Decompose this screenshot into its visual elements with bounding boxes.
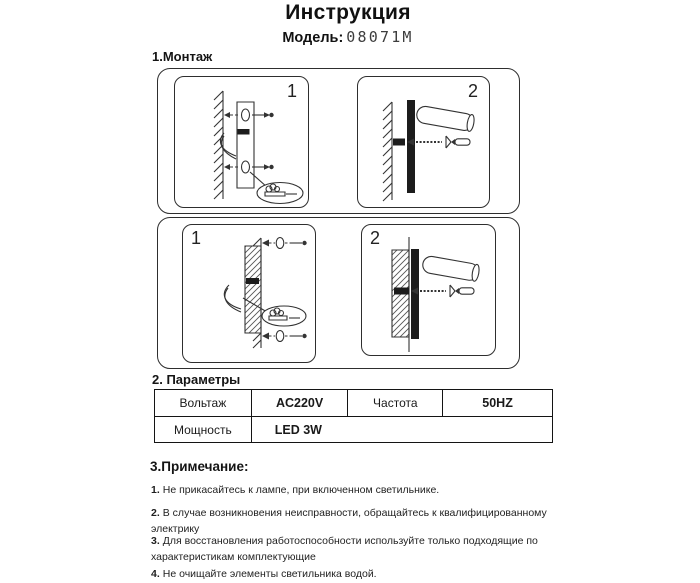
step-number: 1: [286, 81, 297, 101]
mounting-plate: [237, 102, 254, 188]
table-row: [155, 390, 553, 417]
montage-diagram-group-a: [157, 68, 520, 214]
note-number: 4.: [151, 568, 160, 580]
bracket-mount-diagram: [183, 225, 315, 362]
diagram-panel-lamp-attach: [361, 224, 496, 356]
param-value-power: LED 3W: [251, 417, 552, 443]
note-text: Не прикасайтесь к лампе, при включенном светильнике.: [162, 484, 440, 496]
lamp-attach-diagram: [362, 225, 495, 355]
note-text: Не очищайте элементы светильника водой.: [162, 568, 377, 580]
param-label-power: Мощность: [155, 417, 252, 443]
param-label-frequency: Частота: [348, 390, 443, 417]
lamp-tube: [415, 105, 475, 132]
keyhole-slot-bottom: [242, 161, 250, 173]
montage-diagram-group-b: [157, 217, 520, 369]
param-label-voltage: Вольтаж: [155, 390, 252, 417]
diagram-panel-bracket-install: [174, 76, 309, 208]
mounted-bracket-bar: [407, 100, 415, 193]
notes-section-heading: 3.Примечание:: [150, 459, 249, 474]
model-number: 08071M: [346, 28, 414, 46]
model-row: [0, 28, 696, 46]
note-number: 1.: [151, 484, 160, 496]
screw-icon-top: [262, 238, 307, 249]
table-row: [155, 417, 553, 443]
screw-icon-bottom: [262, 331, 307, 342]
wall-anchor-screw-icon: [393, 136, 470, 148]
parameters-table: [154, 389, 553, 443]
montage-section-heading: 1.Монтаж: [152, 49, 213, 64]
wire-outlet: [246, 278, 259, 284]
note-text: Для восстановления работоспособности используйте только подходящие по характеристикам комплектующие: [151, 535, 538, 563]
note-item-1: [151, 482, 551, 498]
note-text: В случае возникновения неисправности, обращайтесь к квалифицированному электрику: [151, 507, 547, 535]
param-value-voltage: AC220V: [251, 390, 348, 417]
mounting-plate: [245, 246, 261, 333]
page-title: Инструкция: [285, 1, 411, 24]
bracket-mount-diagram: [175, 77, 308, 207]
note-item-4: [151, 566, 551, 582]
lamp-attach-diagram: [358, 77, 489, 207]
wall-hatch: [383, 102, 392, 201]
power-wire: [224, 285, 241, 312]
terminal-detail-magnifier: [250, 172, 303, 204]
diagram-panel-bracket-install: [182, 224, 316, 363]
diagram-panel-lamp-attach: [357, 76, 490, 208]
parameters-section-heading: 2. Параметры: [152, 372, 241, 387]
wire-outlet: [238, 129, 250, 135]
param-value-frequency: 50HZ: [443, 390, 553, 417]
step-number: 2: [467, 81, 478, 101]
note-number: 2.: [151, 507, 160, 519]
lamp-tube: [421, 255, 480, 282]
step-number: 2: [370, 228, 381, 248]
keyhole-slot-top: [242, 109, 250, 121]
model-label: Модель:: [282, 30, 344, 46]
note-item-3: [151, 533, 551, 565]
note-number: 3.: [151, 535, 160, 547]
step-number: 1: [191, 228, 202, 248]
